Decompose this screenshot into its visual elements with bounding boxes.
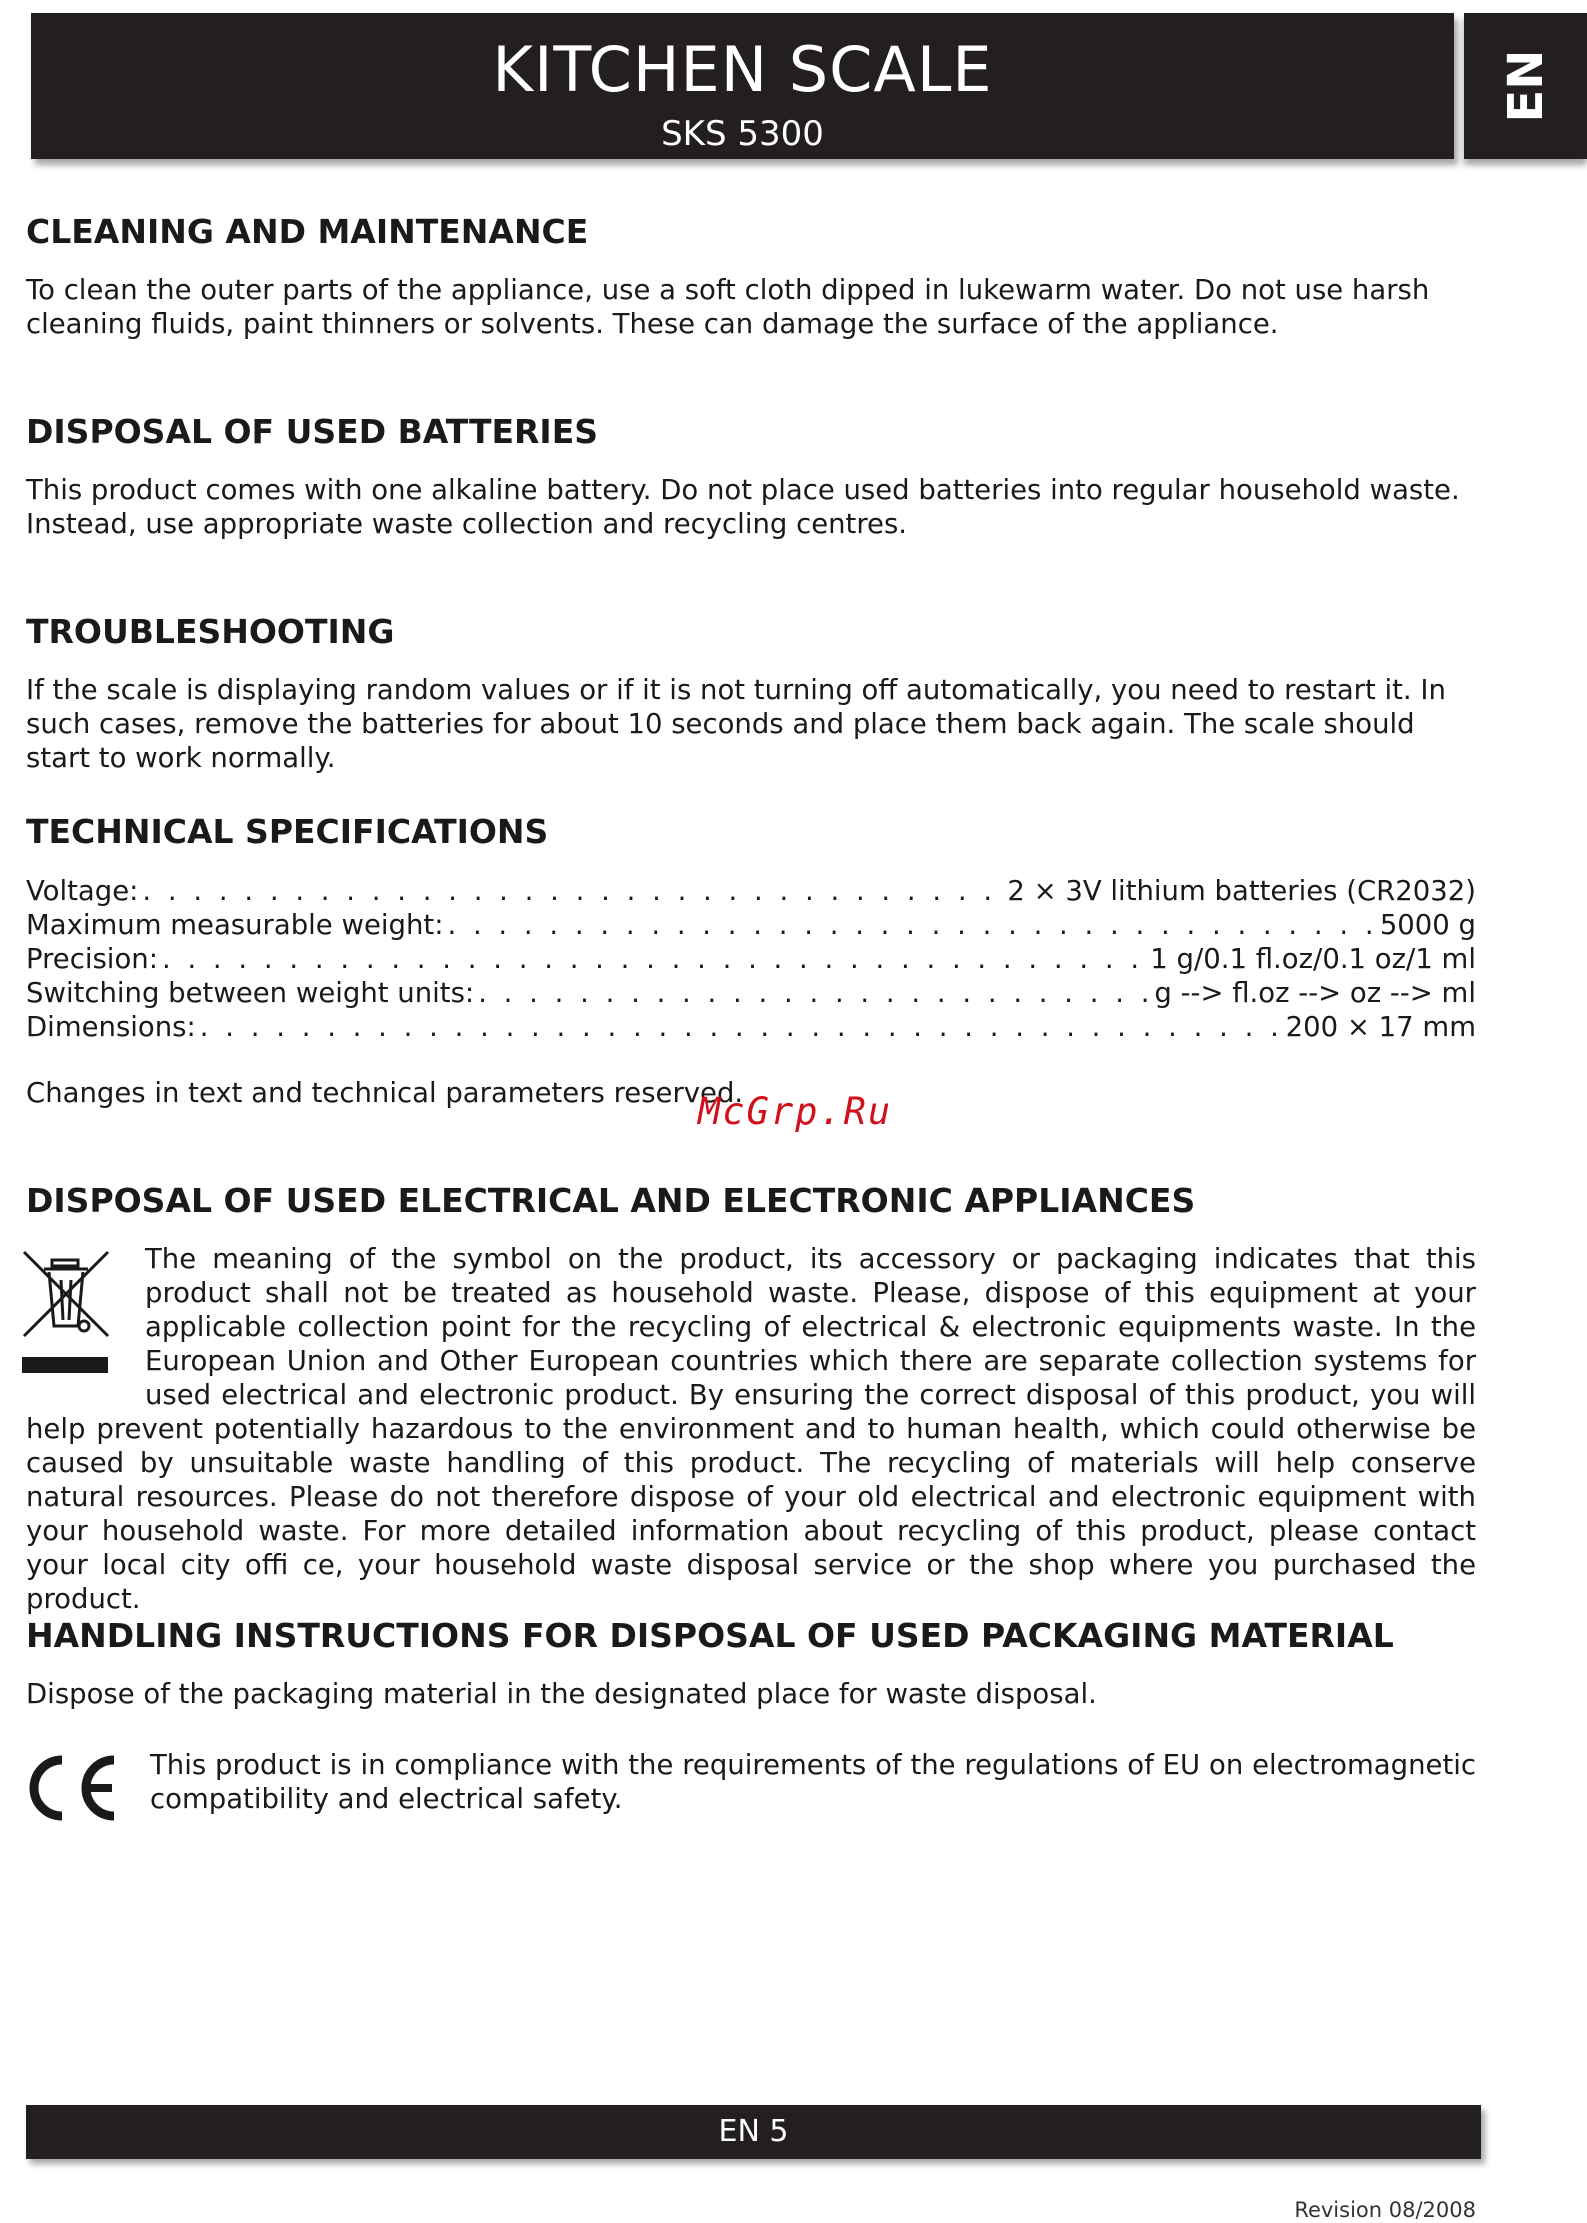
section-heading-weee: DISPOSAL OF USED ELECTRICAL AND ELECTRONIC APPLIANCES [26,1181,1196,1220]
spec-value: 2 × 3V lithium batteries (CR2032) [1007,875,1476,907]
spec-leader [142,874,1003,908]
section-text-batteries: This product comes with one alkaline battery. Do not place used batteries into regular household waste. Instead, use appropriate waste collection and recycling centres. [26,474,1460,540]
spec-value: 5000 g [1379,909,1476,941]
spec-row-precision [26,942,1476,976]
spec-row-dimensions [26,1010,1476,1044]
spec-label: Voltage: [26,875,139,907]
page-number: EN 5 [718,2114,789,2149]
weee-text: The meaning of the symbol on the product, its accessory or packaging indicates that this product shall not be treated as household waste. Please, dispose of this equipment at your applicable collection point for the recycling of electrical & electronic equipments waste. In the European Union and Other European countries which there are separate collection systems for used electrical and electronic product. By ensuring the correct disposal of this product, you will help prevent potentially hazardous to the environment and to human health, which could otherwise be caused by unsuitable waste handling of this product. The recycling of materials will help conserve natural resources. Please do not therefore dispose of your old electrical and electronic equipment with your household waste. For more detailed information about recycling of this product, please contact your local city offi ce, your household waste disposal service or the shop where you purchased the product. [26,1243,1476,1615]
section-heading-packaging: HANDLING INSTRUCTIONS FOR DISPOSAL OF USED PACKAGING MATERIAL [26,1616,1394,1655]
header-bar [31,13,1454,159]
section-text-weee [26,1242,1476,1616]
section-text-packaging: Dispose of the packaging material in the designated place for waste disposal. [26,1678,1097,1710]
spec-leader [162,942,1146,976]
spec-leader [200,1010,1282,1044]
spec-label: Maximum measurable weight: [26,909,444,941]
spec-value: 200 × 17 mm [1285,1011,1476,1043]
watermark: McGrp.Ru [698,1090,893,1133]
section-heading-batteries: DISPOSAL OF USED BATTERIES [26,412,599,451]
spec-leader [447,908,1375,942]
section-text-cleaning: To clean the outer parts of the appliance, use a soft cloth dipped in lukewarm water. Do not use harsh cleaning fluids, paint thinners or solvents. These can damage the surface of the appliance. [26,274,1430,340]
spec-leader [478,976,1150,1010]
footer-bar [26,2105,1481,2159]
language-tab [1464,13,1587,159]
spec-row-max-weight [26,908,1476,942]
spec-value: 1 g/0.1 fl.oz/0.1 oz/1 ml [1150,943,1476,975]
document-title: KITCHEN SCALE [492,33,993,106]
spec-row-units [26,976,1476,1010]
spec-label: Precision: [26,943,158,975]
ce-mark-icon [22,1752,122,1824]
section-heading-troubleshooting: TROUBLESHOOTING [26,612,395,651]
specs-note: Changes in text and technical parameters reserved. [26,1077,744,1109]
spec-label: Switching between weight units: [26,977,475,1009]
revision-label: Revision 08/2008 [1294,2198,1476,2222]
spec-row-voltage [26,874,1476,908]
compliance-text: This product is in compliance with the requirements of the regulations of EU on electromagnetic compatibility and electrical safety. [150,1749,1476,1815]
spec-label: Dimensions: [26,1011,196,1043]
model-number: SKS 5300 [661,114,824,154]
section-heading-specs: TECHNICAL SPECIFICATIONS [26,812,549,851]
crossed-out-bin-icon [22,1250,112,1376]
spec-value: g --> fl.oz --> oz --> ml [1154,977,1476,1009]
section-text-troubleshooting: If the scale is displaying random values or if it is not turning off automatically, you need to restart it. In such cases, remove the batteries for about 10 seconds and place them back again. The scale should start to work normally. [26,674,1446,774]
language-tab-label: EN [1497,49,1554,123]
section-heading-cleaning: CLEANING AND MAINTENANCE [26,212,589,251]
